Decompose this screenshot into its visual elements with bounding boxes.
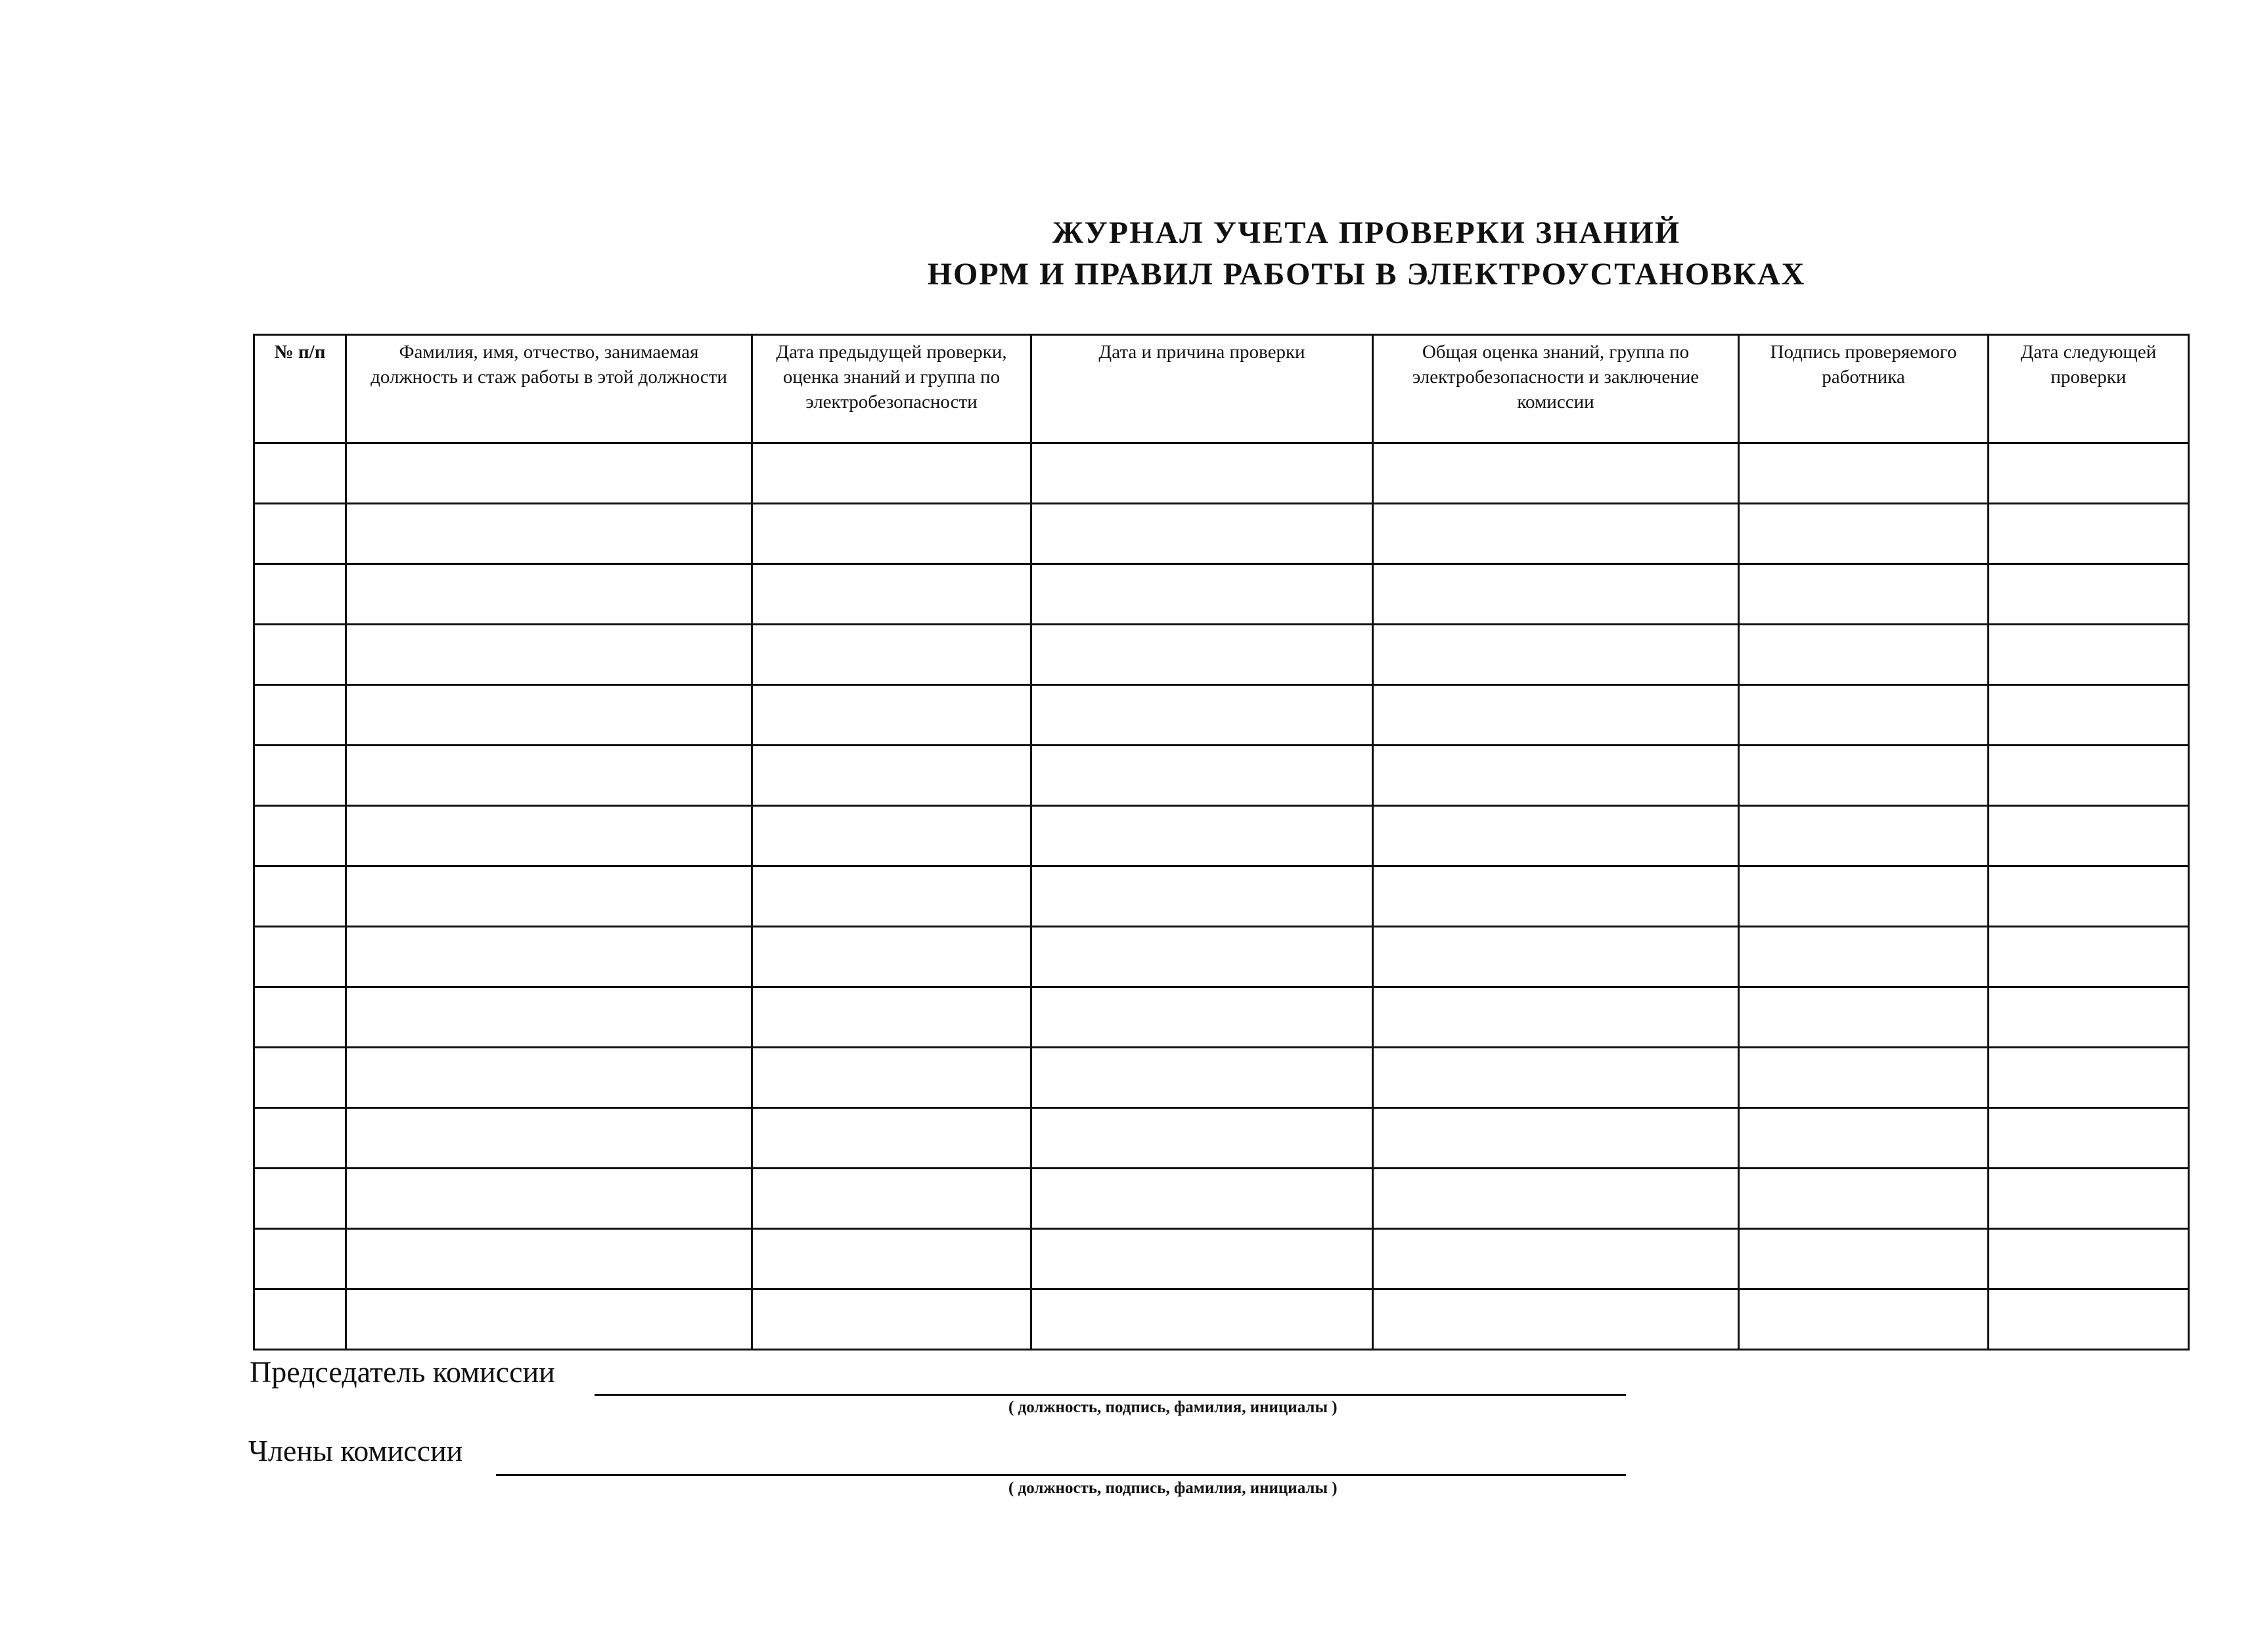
table-cell[interactable] bbox=[1739, 987, 1989, 1048]
column-header-next-check: Дата следующей проверки bbox=[1989, 335, 2189, 443]
chairman-label: Председатель комиссии bbox=[250, 1355, 555, 1389]
table-cell[interactable] bbox=[1031, 806, 1373, 866]
table-cell[interactable] bbox=[1739, 443, 1989, 504]
table-cell[interactable] bbox=[1739, 504, 1989, 564]
table-cell[interactable] bbox=[1739, 806, 1989, 866]
table-cell[interactable] bbox=[752, 685, 1031, 746]
members-hint: ( должность, подпись, фамилия, инициалы ) bbox=[1008, 1479, 1338, 1497]
table-cell[interactable] bbox=[752, 1048, 1031, 1108]
table-cell[interactable] bbox=[1989, 1169, 2189, 1229]
table-cell[interactable] bbox=[1373, 866, 1739, 927]
table-row bbox=[254, 1229, 2189, 1289]
column-header-overall-assessment: Общая оценка знаний, группа по электробезопасности и заключение комиссии bbox=[1373, 335, 1739, 443]
table-cell[interactable] bbox=[346, 1108, 752, 1169]
table-cell[interactable] bbox=[1373, 1229, 1739, 1289]
table-cell[interactable] bbox=[1373, 504, 1739, 564]
table-cell[interactable] bbox=[752, 1169, 1031, 1229]
table-cell[interactable] bbox=[1739, 564, 1989, 625]
table-cell[interactable] bbox=[1989, 987, 2189, 1048]
journal-table bbox=[253, 334, 2190, 1351]
table-row bbox=[254, 1289, 2189, 1350]
table-header-row bbox=[254, 335, 2189, 443]
table-cell[interactable] bbox=[254, 1289, 346, 1350]
table-cell[interactable] bbox=[1989, 1108, 2189, 1169]
column-header-name-position: Фамилия, имя, отчество, занимаемая должность и стаж работы в этой должности bbox=[346, 335, 752, 443]
table-cell[interactable] bbox=[1989, 1229, 2189, 1289]
table-cell[interactable] bbox=[1031, 685, 1373, 746]
table-cell[interactable] bbox=[254, 866, 346, 927]
table-cell[interactable] bbox=[1373, 987, 1739, 1048]
column-header-check-date-reason: Дата и причина проверки bbox=[1031, 335, 1373, 443]
table-cell[interactable] bbox=[752, 625, 1031, 685]
table-cell[interactable] bbox=[1031, 1229, 1373, 1289]
table-cell[interactable] bbox=[1989, 806, 2189, 866]
table-cell[interactable] bbox=[346, 625, 752, 685]
table-cell[interactable] bbox=[1989, 443, 2189, 504]
table-cell[interactable] bbox=[752, 927, 1031, 987]
table-cell[interactable] bbox=[1739, 1289, 1989, 1350]
table-row bbox=[254, 625, 2189, 685]
table-cell[interactable] bbox=[346, 866, 752, 927]
table-cell[interactable] bbox=[1373, 625, 1739, 685]
table-cell[interactable] bbox=[346, 927, 752, 987]
document-title-line-2: НОРМ И ПРАВИЛ РАБОТЫ В ЭЛЕКТРОУСТАНОВКАХ bbox=[927, 257, 1806, 292]
table-cell[interactable] bbox=[1739, 927, 1989, 987]
table-cell[interactable] bbox=[1031, 1108, 1373, 1169]
table-cell[interactable] bbox=[1373, 1048, 1739, 1108]
table-cell[interactable] bbox=[752, 1108, 1031, 1169]
table-cell[interactable] bbox=[1031, 564, 1373, 625]
table-cell[interactable] bbox=[1373, 685, 1739, 746]
table-cell[interactable] bbox=[1989, 625, 2189, 685]
table-cell[interactable] bbox=[1739, 1229, 1989, 1289]
table-cell[interactable] bbox=[1031, 866, 1373, 927]
table-cell[interactable] bbox=[346, 685, 752, 746]
column-header-previous-check: Дата предыдущей проверки, оценка знаний и группа по электробезопасности bbox=[752, 335, 1031, 443]
table-cell[interactable] bbox=[1989, 685, 2189, 746]
table-cell[interactable] bbox=[254, 685, 346, 746]
table-cell[interactable] bbox=[1373, 564, 1739, 625]
members-label: Члены комиссии bbox=[248, 1434, 463, 1467]
table-cell[interactable] bbox=[1989, 746, 2189, 806]
table-cell[interactable] bbox=[254, 987, 346, 1048]
table-row bbox=[254, 685, 2189, 746]
table-cell[interactable] bbox=[1739, 746, 1989, 806]
table-cell[interactable] bbox=[1989, 504, 2189, 564]
table-cell[interactable] bbox=[1989, 1048, 2189, 1108]
table-cell[interactable] bbox=[1739, 1048, 1989, 1108]
table-body bbox=[254, 443, 2189, 1350]
table-cell[interactable] bbox=[1373, 927, 1739, 987]
table-cell[interactable] bbox=[752, 746, 1031, 806]
table-cell[interactable] bbox=[752, 1289, 1031, 1350]
table-cell[interactable] bbox=[1373, 1289, 1739, 1350]
table-cell[interactable] bbox=[1031, 1048, 1373, 1108]
table-cell[interactable] bbox=[752, 504, 1031, 564]
table-row bbox=[254, 1108, 2189, 1169]
table-row bbox=[254, 927, 2189, 987]
table-cell[interactable] bbox=[346, 564, 752, 625]
table-cell[interactable] bbox=[752, 443, 1031, 504]
table-cell[interactable] bbox=[1989, 564, 2189, 625]
table-cell[interactable] bbox=[1373, 1169, 1739, 1229]
table-cell[interactable] bbox=[1373, 746, 1739, 806]
table-cell[interactable] bbox=[346, 806, 752, 866]
table-row bbox=[254, 866, 2189, 927]
table-cell[interactable] bbox=[752, 1229, 1031, 1289]
table-cell[interactable] bbox=[346, 746, 752, 806]
table-cell[interactable] bbox=[1031, 504, 1373, 564]
table-cell[interactable] bbox=[254, 504, 346, 564]
table-row bbox=[254, 1169, 2189, 1229]
table-cell[interactable] bbox=[346, 1289, 752, 1350]
table-cell[interactable] bbox=[1989, 927, 2189, 987]
chairman-signature-line[interactable] bbox=[595, 1394, 1626, 1396]
table-cell[interactable] bbox=[752, 987, 1031, 1048]
table-cell[interactable] bbox=[254, 806, 346, 866]
document-title-line-1: ЖУРНАЛ УЧЕТА ПРОВЕРКИ ЗНАНИЙ bbox=[1052, 215, 1681, 250]
table-cell[interactable] bbox=[1031, 746, 1373, 806]
table-cell[interactable] bbox=[254, 564, 346, 625]
column-header-number: № п/п bbox=[254, 335, 346, 443]
table-cell[interactable] bbox=[1989, 866, 2189, 927]
table-cell[interactable] bbox=[1739, 625, 1989, 685]
table-cell[interactable] bbox=[346, 1229, 752, 1289]
table-cell[interactable] bbox=[346, 1048, 752, 1108]
table-cell[interactable] bbox=[1373, 1108, 1739, 1169]
table-cell[interactable] bbox=[1031, 1169, 1373, 1229]
members-signature-line[interactable] bbox=[496, 1474, 1626, 1476]
table-cell[interactable] bbox=[1031, 1289, 1373, 1350]
table-cell[interactable] bbox=[346, 1169, 752, 1229]
chairman-hint: ( должность, подпись, фамилия, инициалы ) bbox=[1008, 1398, 1338, 1416]
table-cell[interactable] bbox=[254, 443, 346, 504]
table-cell[interactable] bbox=[254, 1169, 346, 1229]
table-cell[interactable] bbox=[752, 866, 1031, 927]
table-cell[interactable] bbox=[1989, 1289, 2189, 1350]
table-cell[interactable] bbox=[1373, 806, 1739, 866]
table-row bbox=[254, 504, 2189, 564]
table-row bbox=[254, 564, 2189, 625]
table-cell[interactable] bbox=[752, 564, 1031, 625]
table-row bbox=[254, 746, 2189, 806]
table-row bbox=[254, 1048, 2189, 1108]
table-cell[interactable] bbox=[752, 806, 1031, 866]
table-cell[interactable] bbox=[1739, 1169, 1989, 1229]
table-cell[interactable] bbox=[1739, 866, 1989, 927]
table-cell[interactable] bbox=[1739, 1108, 1989, 1169]
table-cell[interactable] bbox=[1373, 443, 1739, 504]
table-cell[interactable] bbox=[346, 443, 752, 504]
table-cell[interactable] bbox=[254, 1048, 346, 1108]
table-row bbox=[254, 987, 2189, 1048]
table-cell[interactable] bbox=[254, 625, 346, 685]
table-row bbox=[254, 806, 2189, 866]
table-cell[interactable] bbox=[254, 1229, 346, 1289]
table-cell[interactable] bbox=[1739, 685, 1989, 746]
table-cell[interactable] bbox=[254, 1108, 346, 1169]
table-cell[interactable] bbox=[1031, 987, 1373, 1048]
table-cell[interactable] bbox=[254, 746, 346, 806]
table-cell[interactable] bbox=[346, 987, 752, 1048]
column-header-signature: Подпись проверяемого работника bbox=[1739, 335, 1989, 443]
table-cell[interactable] bbox=[254, 927, 346, 987]
table-cell[interactable] bbox=[346, 504, 752, 564]
table-cell[interactable] bbox=[1031, 927, 1373, 987]
table-cell[interactable] bbox=[1031, 443, 1373, 504]
table-cell[interactable] bbox=[1031, 625, 1373, 685]
table-row bbox=[254, 443, 2189, 504]
